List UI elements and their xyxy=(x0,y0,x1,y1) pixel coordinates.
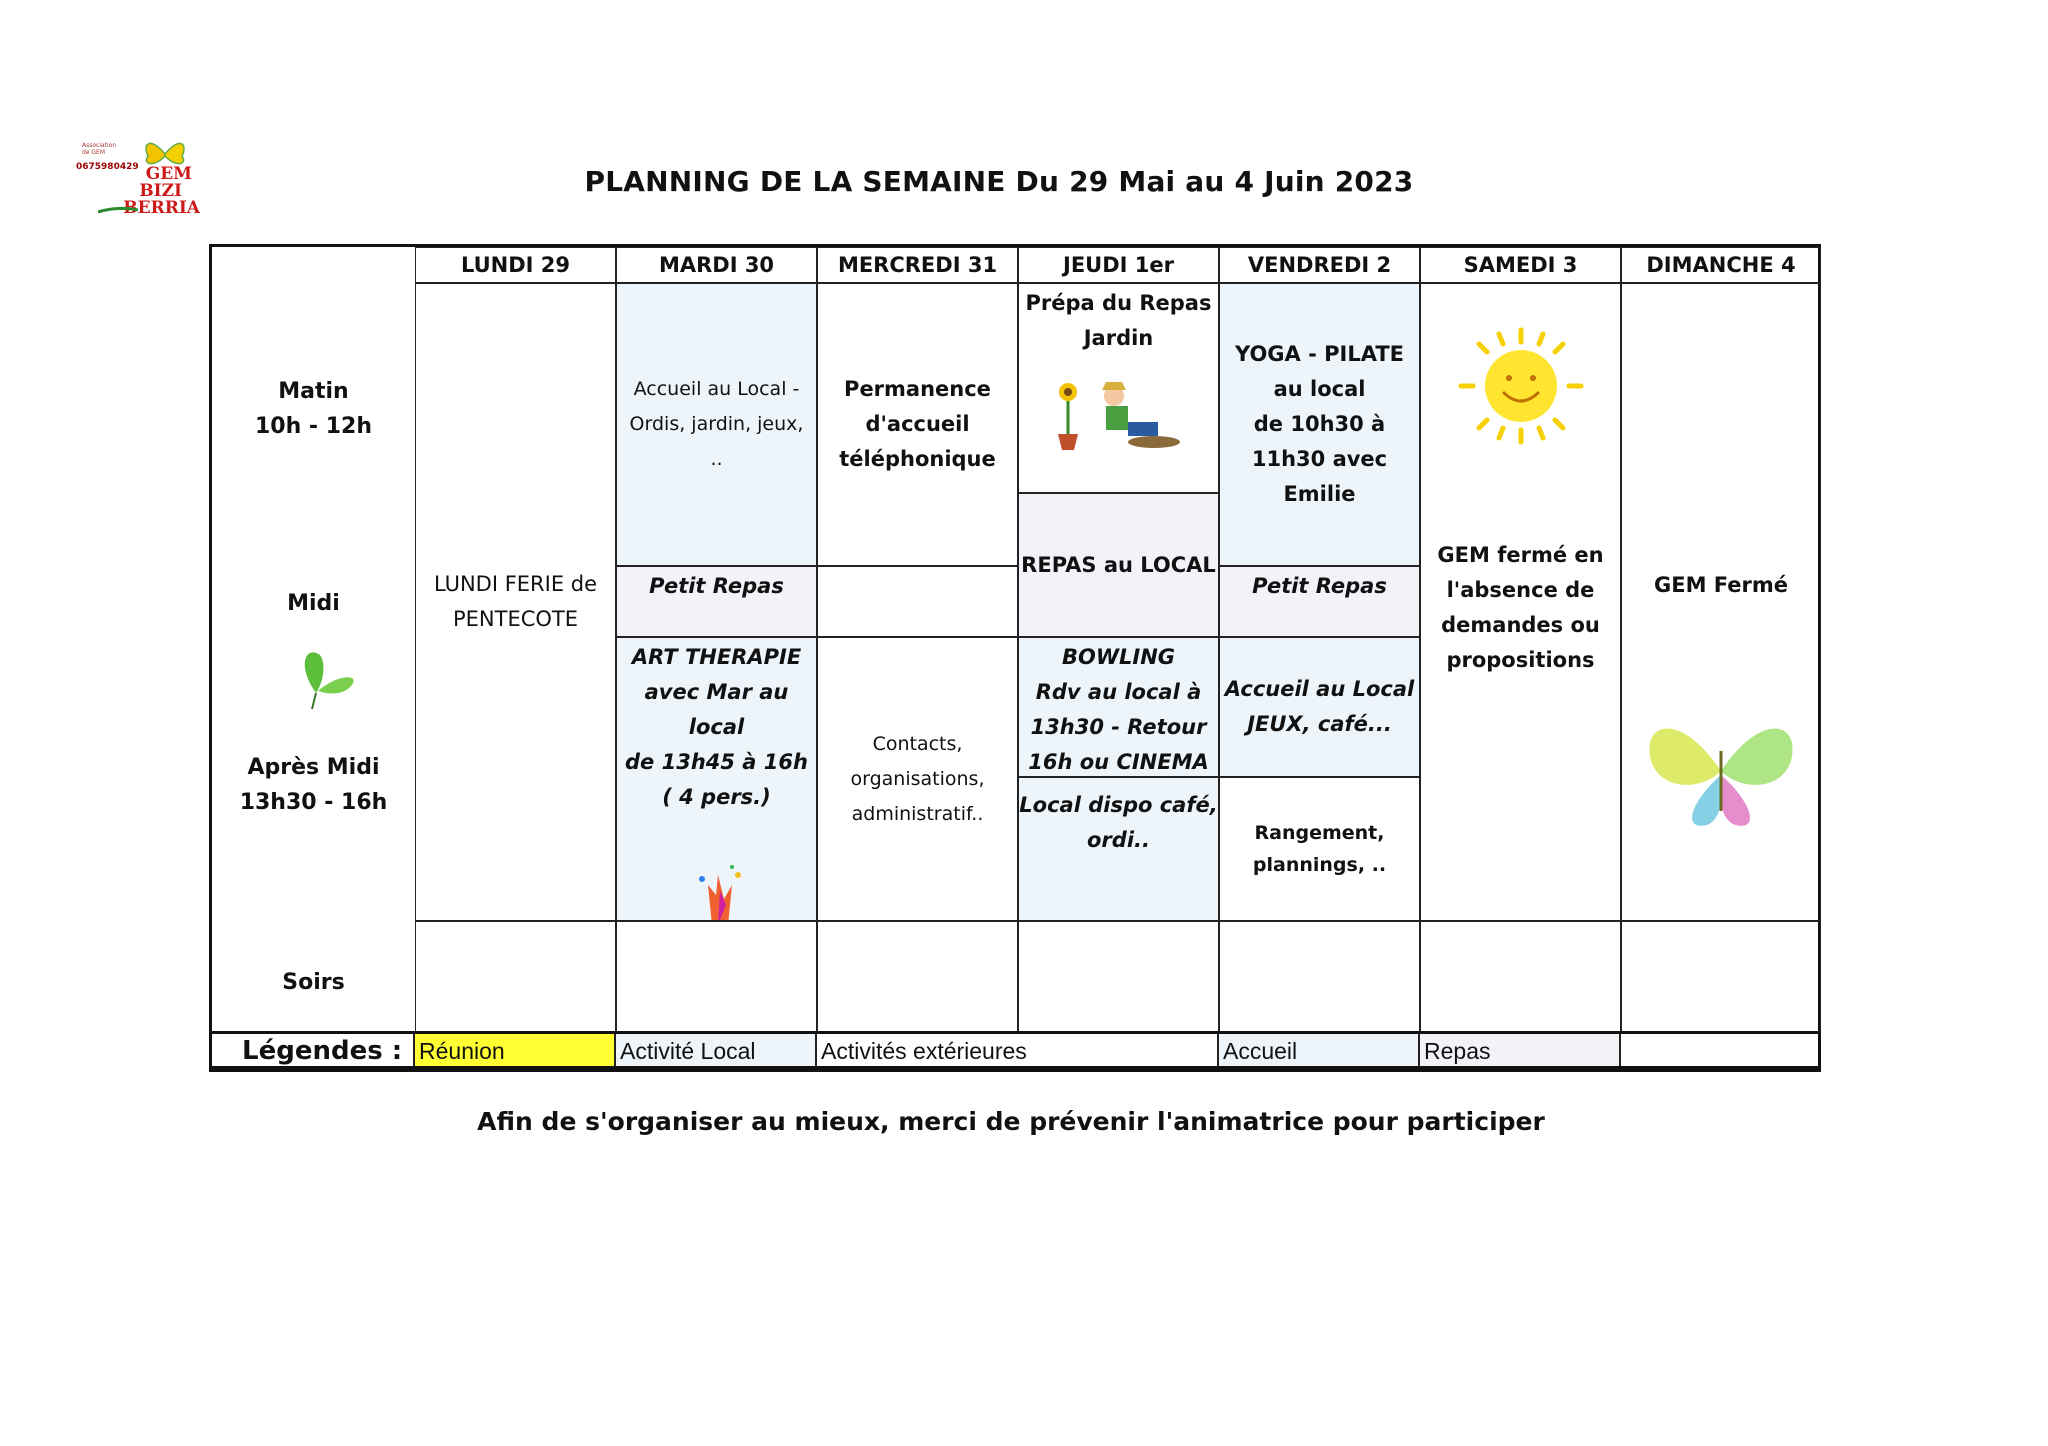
logo-wordmark-2: BIZI xyxy=(139,181,182,201)
header-mardi: MARDI 30 xyxy=(616,247,817,283)
cell-mercredi-midi xyxy=(817,566,1018,637)
cell-dimanche-soir xyxy=(1621,921,1821,1032)
mercredi-aprem-line-1: Contacts, xyxy=(872,732,963,755)
lundi-line-2: PENTECOTE xyxy=(452,607,579,631)
vendredi-aprem2-line-2: plannings, .. xyxy=(1252,854,1387,876)
cell-vendredi-aprem-1 xyxy=(1219,637,1420,777)
legend-accueil: Accueil xyxy=(1219,1034,1420,1066)
jeudi-aprem2-line-2: ordi.. xyxy=(1087,828,1150,852)
mardi-matin-line-3: .. xyxy=(710,448,723,470)
vendredi-matin-line-3: de 10h30 à xyxy=(1253,412,1386,436)
cell-dimanche xyxy=(1621,283,1821,921)
matin-label: Matin xyxy=(278,379,349,404)
legend-row xyxy=(209,1031,1821,1069)
logo-wordmark-3: BERRIA xyxy=(123,198,200,218)
cell-vendredi-soir xyxy=(1219,921,1420,1032)
butterfly-green-icon xyxy=(286,645,366,715)
jeudi-aprem2-line-1: Local dispo café, xyxy=(1019,793,1218,817)
legend-title: Légendes : xyxy=(212,1034,415,1066)
mercredi-matin-line-3: téléphonique xyxy=(839,447,996,471)
cell-vendredi-midi: Petit Repas xyxy=(1219,566,1420,637)
apres-midi-label: Après Midi xyxy=(247,755,380,780)
mardi-aprem-line-2: avec Mar au local xyxy=(644,680,789,739)
jeudi-matin-line-1: Prépa du Repas xyxy=(1025,291,1212,315)
cell-samedi-soir xyxy=(1420,921,1621,1032)
mercredi-aprem-line-3: administratif.. xyxy=(851,802,984,825)
cell-mercredi-matin xyxy=(817,283,1018,566)
samedi-line-4: propositions xyxy=(1446,648,1595,672)
cell-vendredi-aprem-2 xyxy=(1219,777,1420,921)
logo-swoosh-icon xyxy=(98,206,138,216)
schedule-table xyxy=(209,244,1821,1072)
page-title: PLANNING DE LA SEMAINE Du 29 Mai au 4 Juin 2023 xyxy=(584,165,1414,198)
legend-repas: Repas xyxy=(1420,1034,1621,1066)
row-label-midi: Midi xyxy=(287,590,340,616)
legend-reunion: Réunion xyxy=(415,1034,616,1066)
paint-splash-icon xyxy=(682,855,752,920)
vendredi-aprem-line-1: Accueil au Local xyxy=(1224,677,1415,701)
vendredi-matin-line-2: au local xyxy=(1273,377,1366,401)
cell-lundi-soir xyxy=(415,921,616,1032)
mardi-aprem-line-3: de 13h45 à 16h xyxy=(625,750,808,774)
jeudi-matin-line-2: Jardin xyxy=(1083,326,1154,350)
row-label-matin xyxy=(212,369,415,449)
row-label-soirs: Soirs xyxy=(282,969,345,995)
mercredi-aprem-line-2: organisations, xyxy=(850,767,985,790)
jeudi-aprem-line-4: 16h ou CINEMA xyxy=(1028,750,1209,774)
cell-lundi-ferie xyxy=(415,283,616,921)
dimanche-text: GEM Fermé xyxy=(1653,573,1788,597)
cell-mardi-soir xyxy=(616,921,817,1032)
jeudi-aprem-line-2: Rdv au local à xyxy=(1035,680,1202,704)
footer-note: Afin de s'organiser au mieux, merci de prévenir l'animatrice pour participer xyxy=(477,1107,1545,1136)
cell-jeudi-matin xyxy=(1018,283,1219,493)
header-lundi: LUNDI 29 xyxy=(415,247,616,283)
legend-empty xyxy=(1621,1034,1818,1066)
cell-jeudi-aprem-2 xyxy=(1018,777,1219,921)
cell-jeudi-soir xyxy=(1018,921,1219,1032)
samedi-line-1: GEM fermé en xyxy=(1437,543,1604,567)
matin-hours: 10h - 12h xyxy=(254,414,372,439)
cell-mercredi-soir xyxy=(817,921,1018,1032)
jeudi-aprem-line-1: BOWLING xyxy=(1061,645,1176,669)
cell-vendredi-matin xyxy=(1219,283,1420,566)
mardi-matin-line-2: Ordis, jardin, jeux, xyxy=(629,413,804,435)
mardi-aprem-line-1: ART THERAPIE xyxy=(631,645,802,669)
jeudi-aprem-line-3: 13h30 - Retour xyxy=(1030,715,1207,739)
logo-phone: 0675980429 xyxy=(76,162,139,172)
header-jeudi: JEUDI 1er xyxy=(1018,247,1219,283)
lundi-line-1: LUNDI FERIE de xyxy=(433,572,598,596)
vendredi-aprem2-line-1: Rangement, xyxy=(1254,822,1385,844)
mardi-aprem-line-4: ( 4 pers.) xyxy=(662,785,771,809)
mardi-matin-line-1: Accueil au Local - xyxy=(633,378,800,400)
header-dimanche: DIMANCHE 4 xyxy=(1621,247,1821,283)
row-label-apres-midi xyxy=(212,745,415,825)
mercredi-matin-line-1: Permanence xyxy=(844,377,991,401)
legend-activites-exterieures: Activités extérieures xyxy=(817,1034,1219,1066)
cell-mardi-midi: Petit Repas xyxy=(616,566,817,637)
header-samedi: SAMEDI 3 xyxy=(1420,247,1621,283)
cell-mardi-matin xyxy=(616,283,817,566)
cell-mardi-aprem xyxy=(616,637,817,921)
sun-icon xyxy=(1451,326,1591,446)
logo-wordmark-1: GEM xyxy=(145,164,192,184)
legend-activite-local: Activité Local xyxy=(616,1034,817,1066)
cell-samedi xyxy=(1420,283,1621,921)
colorful-butterfly-icon xyxy=(1631,691,1811,841)
cell-mercredi-aprem xyxy=(817,637,1018,921)
cell-jeudi-aprem-1 xyxy=(1018,637,1219,777)
mercredi-matin-line-2: d'accueil xyxy=(865,412,970,436)
row-labels-column xyxy=(212,247,415,1069)
logo-small-text: Association de GEM xyxy=(82,142,117,156)
samedi-line-3: demandes ou xyxy=(1441,613,1600,637)
samedi-line-2: l'absence de xyxy=(1446,578,1595,602)
apres-midi-hours: 13h30 - 16h xyxy=(239,790,388,815)
header-mercredi: MERCREDI 31 xyxy=(817,247,1018,283)
vendredi-matin-line-4: 11h30 avec Emilie xyxy=(1251,447,1388,506)
vendredi-aprem-line-2: JEUX, café... xyxy=(1247,712,1392,736)
header-vendredi: VENDREDI 2 xyxy=(1219,247,1420,283)
gardener-icon xyxy=(1044,374,1194,454)
vendredi-matin-line-1: YOGA - PILATE xyxy=(1234,342,1404,366)
cell-jeudi-midi: REPAS au LOCAL xyxy=(1018,493,1219,637)
